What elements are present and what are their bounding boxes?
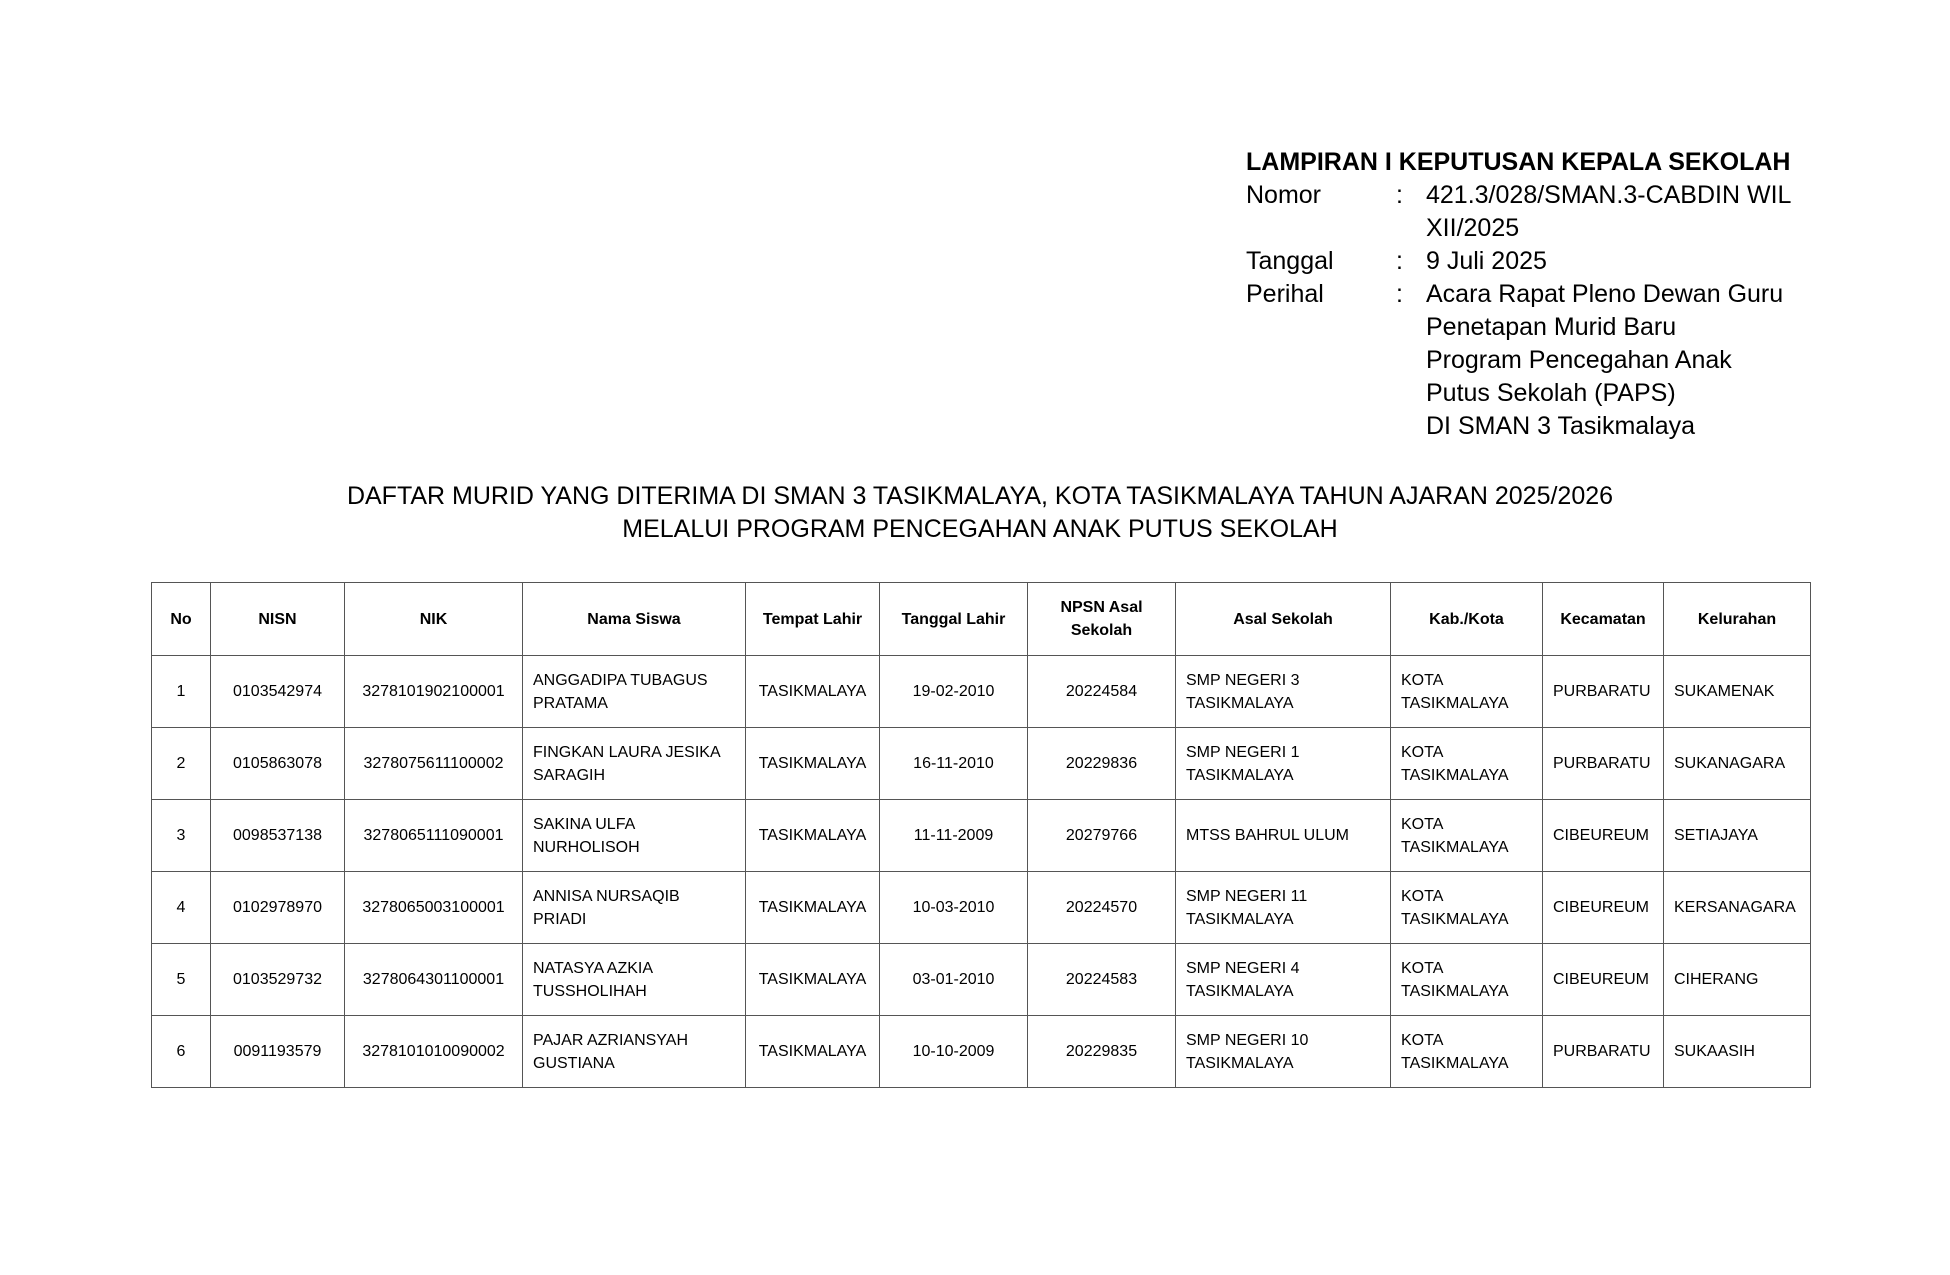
cell-nisn: 0091193579	[211, 1016, 345, 1088]
cell-asal-sekolah: SMP NEGERI 4 TASIKMALAYA	[1176, 944, 1391, 1016]
cell-nisn: 0105863078	[211, 728, 345, 800]
header-nik: NIK	[345, 583, 523, 656]
header-nisn: NISN	[211, 583, 345, 656]
cell-npsn: 20224583	[1028, 944, 1176, 1016]
cell-no: 4	[152, 872, 211, 944]
lampiran-title: LAMPIRAN I KEPUTUSAN KEPALA SEKOLAH	[1246, 148, 1791, 176]
cell-no: 2	[152, 728, 211, 800]
cell-no: 3	[152, 800, 211, 872]
cell-kab-kota: KOTA TASIKMALAYA	[1391, 1016, 1543, 1088]
cell-kecamatan: CIBEUREUM	[1543, 872, 1664, 944]
header-kelurahan: Kelurahan	[1664, 583, 1811, 656]
cell-kecamatan: PURBARATU	[1543, 656, 1664, 728]
cell-no: 6	[152, 1016, 211, 1088]
cell-tempat-lahir: TASIKMALAYA	[746, 872, 880, 944]
cell-nisn: 0103529732	[211, 944, 345, 1016]
perihal-colon: :	[1396, 280, 1403, 308]
meta-row-perihal	[1246, 278, 1806, 443]
student-table	[151, 582, 1811, 1088]
heading-line: MELALUI PROGRAM PENCEGAHAN ANAK PUTUS SEKOLAH	[622, 515, 1338, 543]
cell-nik: 3278064301100001	[345, 944, 523, 1016]
cell-kab-kota: KOTA TASIKMALAYA	[1391, 944, 1543, 1016]
cell-tanggal-lahir: 10-03-2010	[880, 872, 1028, 944]
meta-row-tanggal	[1246, 245, 1806, 278]
cell-no: 1	[152, 656, 211, 728]
perihal-line: Program Pencegahan Anak	[1426, 346, 1732, 374]
cell-asal-sekolah: SMP NEGERI 10 TASIKMALAYA	[1176, 1016, 1391, 1088]
cell-asal-sekolah: SMP NEGERI 3 TASIKMALAYA	[1176, 656, 1391, 728]
cell-nik: 3278101902100001	[345, 656, 523, 728]
tanggal-value	[1426, 245, 1806, 278]
table-row	[152, 800, 1811, 872]
cell-tanggal-lahir: 10-10-2009	[880, 1016, 1028, 1088]
tanggal-value-line: 9 Juli 2025	[1426, 247, 1547, 275]
cell-nisn: 0098537138	[211, 800, 345, 872]
cell-kab-kota: KOTA TASIKMALAYA	[1391, 800, 1543, 872]
header-npsn	[1028, 583, 1176, 656]
cell-nisn: 0102978970	[211, 872, 345, 944]
cell-asal-sekolah: MTSS BAHRUL ULUM	[1176, 800, 1391, 872]
cell-tanggal-lahir: 16-11-2010	[880, 728, 1028, 800]
cell-npsn: 20224570	[1028, 872, 1176, 944]
table-row	[152, 944, 1811, 1016]
cell-kelurahan: SUKAMENAK	[1664, 656, 1811, 728]
cell-kab-kota: KOTA TASIKMALAYA	[1391, 728, 1543, 800]
cell-asal-sekolah: SMP NEGERI 1 TASIKMALAYA	[1176, 728, 1391, 800]
perihal-line: Penetapan Murid Baru	[1426, 313, 1677, 341]
cell-kecamatan: CIBEUREUM	[1543, 800, 1664, 872]
header-npsn-line: NPSN Asal	[1060, 599, 1143, 616]
perihal-line: DI SMAN 3 Tasikmalaya	[1426, 412, 1696, 440]
cell-nama: PAJAR AZRIANSYAH GUSTIANA	[523, 1016, 746, 1088]
header-tempat-lahir: Tempat Lahir	[746, 583, 880, 656]
cell-tempat-lahir: TASIKMALAYA	[746, 656, 880, 728]
cell-nisn: 0103542974	[211, 656, 345, 728]
cell-tanggal-lahir: 11-11-2009	[880, 800, 1028, 872]
cell-nik: 3278065111090001	[345, 800, 523, 872]
cell-npsn: 20279766	[1028, 800, 1176, 872]
cell-tanggal-lahir: 19-02-2010	[880, 656, 1028, 728]
table-row	[152, 656, 1811, 728]
cell-kelurahan: SETIAJAYA	[1664, 800, 1811, 872]
heading-line: DAFTAR MURID YANG DITERIMA DI SMAN 3 TASIKMALAYA, KOTA TASIKMALAYA TAHUN AJARAN 2025/2026	[346, 482, 1614, 510]
cell-no: 5	[152, 944, 211, 1016]
cell-npsn: 20229835	[1028, 1016, 1176, 1088]
cell-kecamatan: PURBARATU	[1543, 1016, 1664, 1088]
cell-nama: ANGGADIPA TUBAGUS PRATAMA	[523, 656, 746, 728]
cell-kecamatan: CIBEUREUM	[1543, 944, 1664, 1016]
cell-kelurahan: KERSANAGARA	[1664, 872, 1811, 944]
header-kab-kota: Kab./Kota	[1391, 583, 1543, 656]
cell-tempat-lahir: TASIKMALAYA	[746, 800, 880, 872]
table-row	[152, 1016, 1811, 1088]
nomor-colon: :	[1396, 181, 1403, 209]
cell-tempat-lahir: TASIKMALAYA	[746, 728, 880, 800]
cell-nama: SAKINA ULFA NURHOLISOH	[523, 800, 746, 872]
tanggal-label: Tanggal	[1246, 247, 1334, 275]
cell-tempat-lahir: TASIKMALAYA	[746, 1016, 880, 1088]
cell-tanggal-lahir: 03-01-2010	[880, 944, 1028, 1016]
cell-asal-sekolah: SMP NEGERI 11 TASIKMALAYA	[1176, 872, 1391, 944]
nomor-value-line: 421.3/028/SMAN.3-CABDIN WIL	[1426, 181, 1792, 209]
cell-nik: 3278065003100001	[345, 872, 523, 944]
cell-kecamatan: PURBARATU	[1543, 728, 1664, 800]
header-npsn-line: Sekolah	[1070, 622, 1133, 639]
nomor-value-line: XII/2025	[1426, 214, 1520, 242]
cell-npsn: 20229836	[1028, 728, 1176, 800]
perihal-label: Perihal	[1246, 280, 1324, 308]
cell-kab-kota: KOTA TASIKMALAYA	[1391, 872, 1543, 944]
document-heading	[0, 480, 1950, 546]
cell-nik: 3278101010090002	[345, 1016, 523, 1088]
cell-nik: 3278075611100002	[345, 728, 523, 800]
cell-kab-kota: KOTA TASIKMALAYA	[1391, 656, 1543, 728]
nomor-label: Nomor	[1246, 181, 1322, 209]
cell-kelurahan: SUKANAGARA	[1664, 728, 1811, 800]
cell-kelurahan: CIHERANG	[1664, 944, 1811, 1016]
header-no: No	[152, 583, 211, 656]
student-table-wrapper	[151, 582, 1811, 1088]
nomor-value	[1426, 179, 1806, 245]
header-tanggal-lahir: Tanggal Lahir	[880, 583, 1028, 656]
table-header-row	[152, 583, 1811, 656]
table-row	[152, 728, 1811, 800]
meta-row-nomor	[1246, 179, 1806, 245]
cell-kelurahan: SUKAASIH	[1664, 1016, 1811, 1088]
perihal-line: Acara Rapat Pleno Dewan Guru	[1426, 280, 1784, 308]
header-asal-sekolah: Asal Sekolah	[1176, 583, 1391, 656]
table-row	[152, 872, 1811, 944]
perihal-line: Putus Sekolah (PAPS)	[1426, 379, 1676, 407]
tanggal-colon: :	[1396, 247, 1403, 275]
cell-nama: NATASYA AZKIA TUSSHOLIHAH	[523, 944, 746, 1016]
cell-tempat-lahir: TASIKMALAYA	[746, 944, 880, 1016]
perihal-value	[1426, 278, 1806, 443]
cell-nama: FINGKAN LAURA JESIKA SARAGIH	[523, 728, 746, 800]
cell-nama: ANNISA NURSAQIB PRIADI	[523, 872, 746, 944]
lampiran-block	[1246, 146, 1806, 443]
cell-npsn: 20224584	[1028, 656, 1176, 728]
header-nama: Nama Siswa	[523, 583, 746, 656]
header-kecamatan: Kecamatan	[1543, 583, 1664, 656]
